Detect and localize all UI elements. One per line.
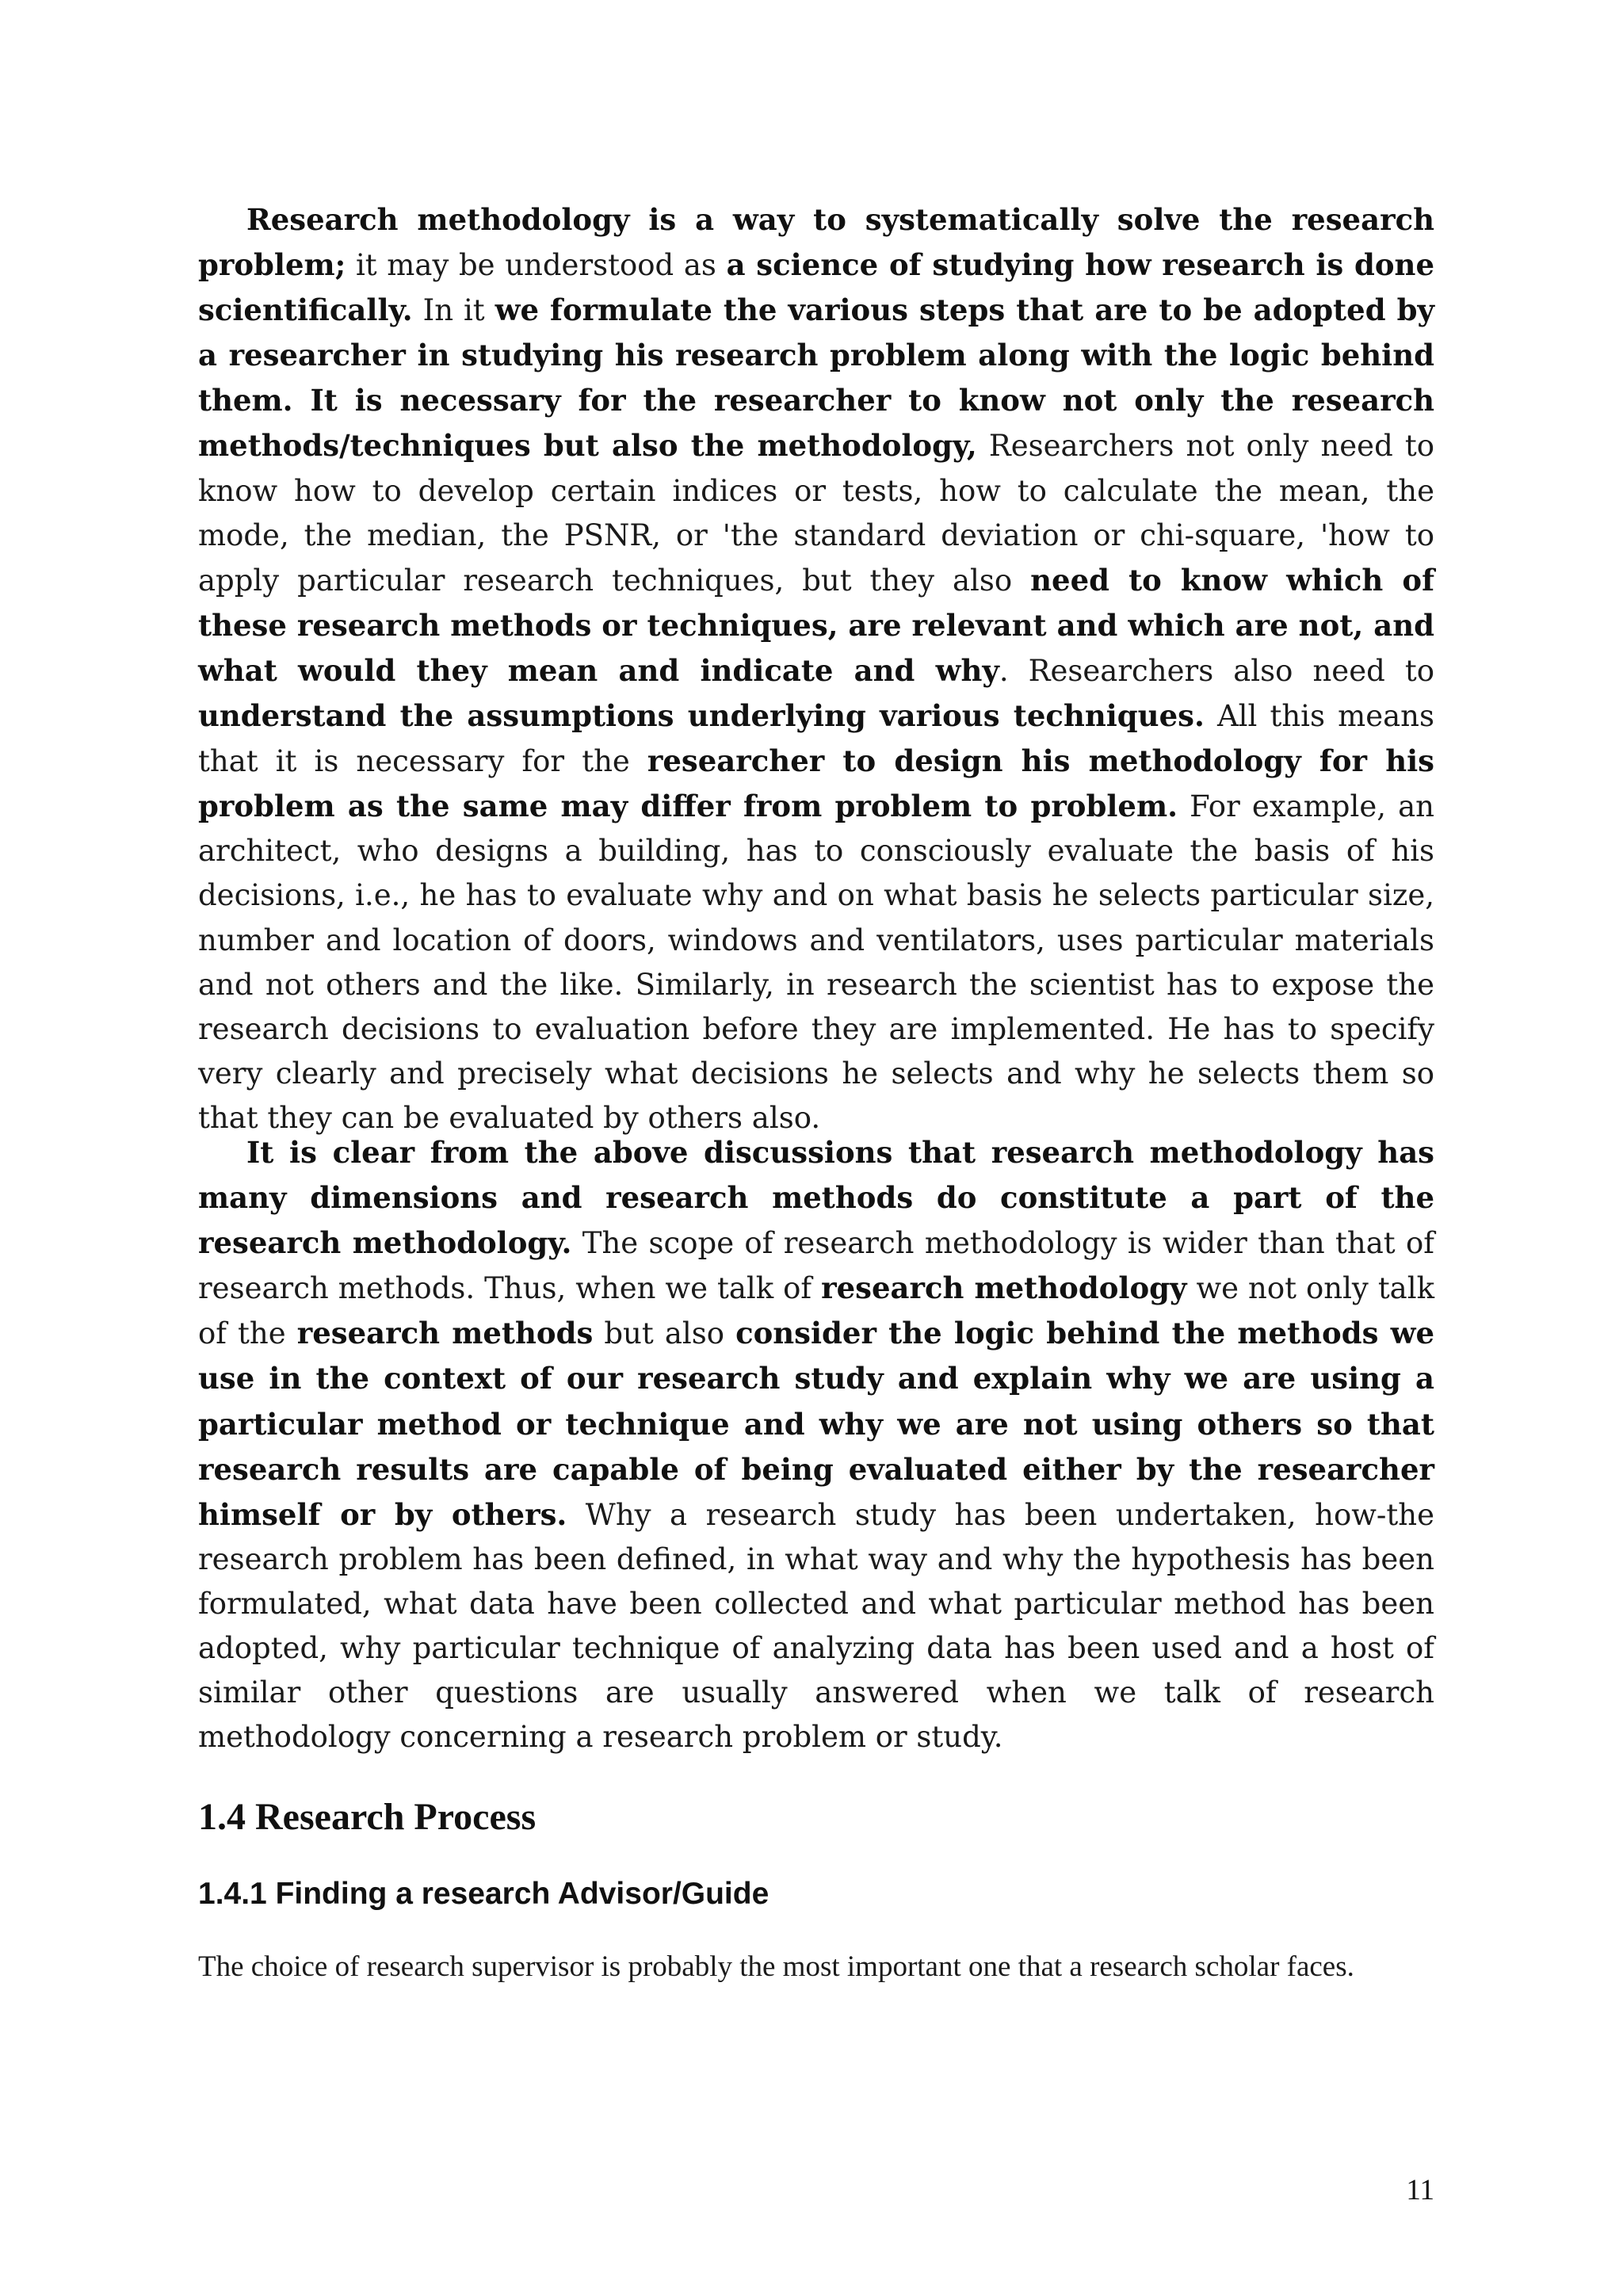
text-span: . Researchers also need to [999, 653, 1434, 688]
bold-span: we formulate the various steps that are to be adopted by a researcher in studying his research problem along with the logic behind them. It is necessary for the researcher to know not only the research methods/techniques but also the methodology, [198, 292, 1434, 464]
text-span: Researchers not only need to know how to develop certain indices or tests, how to calculate the mean, the mode, the median, the PSNR, or 'the standard deviation or chi-square, 'how to apply particular research techniques, but they also [198, 429, 1434, 598]
bold-span: need to know which of these research methods or techniques, are relevant and which are not, and what would they mean and indicate and why [198, 562, 1434, 688]
text-span: For example, an architect, who designs a building, has to consciously evaluate the basis of his decisions, i.e., he has to evaluate why and on what basis he selects particular size, number and location of doors, windows and ventilators, uses particular materials and not others and the like. Similarly, in research the scientist has to expose the research decisions to evaluation before they are implemented. He has to specify very clearly and precisely what decisions he selects and why he selects them so that they can be evaluated by others also. [198, 789, 1435, 1135]
paragraph-research-methodology [198, 197, 1434, 1140]
text-span: it may be understood as [346, 248, 727, 283]
bold-span: understand the assumptions underlying various techniques. [198, 698, 1205, 734]
page-number: 11 [1406, 2174, 1434, 2206]
bold-span: a science of studying how research is done scientifically. [198, 247, 1434, 328]
bold-span: It is clear from the above discussions that research methodology has many dimensions and research methods do constitute a part of the research methodology. [198, 1135, 1434, 1261]
section-body-text: The choice of research supervisor is probably the most important one that a research scholar faces. [198, 1950, 1354, 1983]
section-heading: 1.4 Research Process [198, 1796, 537, 1838]
bold-span: Research methodology is a way to systematically solve the research problem; [198, 202, 1434, 283]
text-span: we not only talk of the [198, 1271, 1434, 1351]
bold-span: research methodology [821, 1270, 1187, 1306]
paragraph-methodology-dimensions [198, 1130, 1434, 1759]
text-span: but also [593, 1316, 736, 1351]
bold-span: consider the logic behind the methods we use in the context of our research study and explain why we are using a particular method or technique and why we are not using others so that research results are capable of being evaluated either by the researcher himself or by others. [198, 1316, 1434, 1532]
text-span: Why a research study has been undertaken, how-the research problem has been defined, in what way and why the hypothesis has been formulated, what data have been collected and what particular method has been adopted, why particular technique of analyzing data has been used and a host of similar other questions are usually answered when we talk of research methodology concerning a research problem or study. [198, 1497, 1434, 1755]
subsection-heading: 1.4.1 Finding a research Advisor/Guide [198, 1877, 769, 1911]
text-span: In it [412, 293, 495, 328]
text-span: All this means that it is necessary for the [198, 699, 1434, 779]
text-span: The scope of research methodology is wider than that of research methods. Thus, when we talk of [198, 1226, 1434, 1306]
bold-span: research methods [296, 1316, 594, 1351]
bold-span: researcher to design his methodology for his problem as the same may differ from problem to problem. [198, 743, 1434, 824]
